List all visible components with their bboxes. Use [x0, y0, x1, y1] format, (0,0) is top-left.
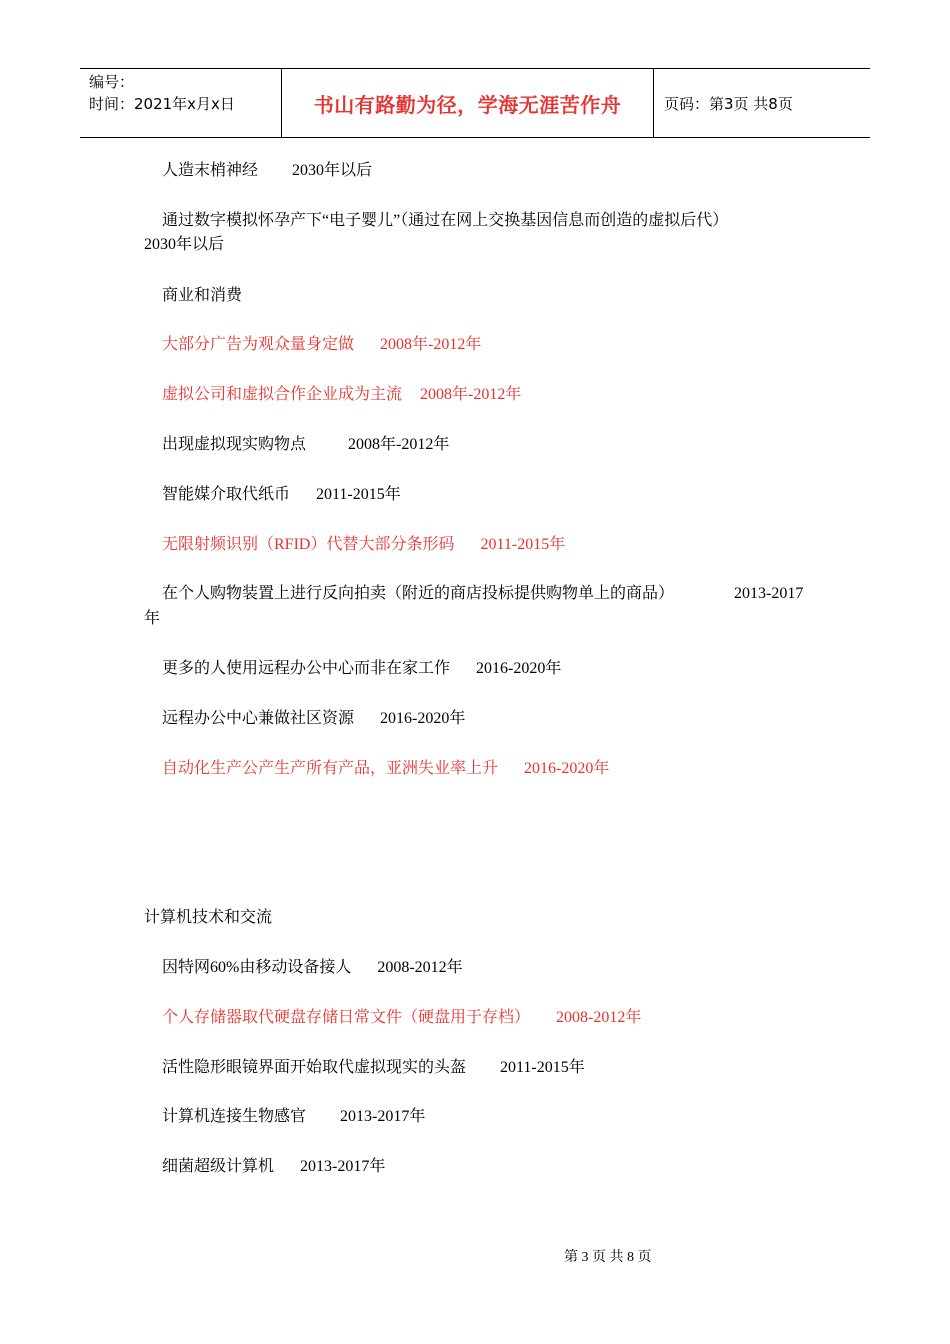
heading-text: 商业和消费 [162, 287, 243, 304]
item-text: 远程办公中心兼做社区资源 [162, 710, 355, 727]
item-text: 大部分广告为观众量身定做 [162, 336, 355, 353]
item-year: 2008年-2012年 [380, 336, 482, 353]
header-motto-cell [282, 69, 654, 137]
header-page-cell [654, 69, 870, 137]
item-year: 2016-2020年 [524, 760, 610, 777]
list-item-continuation [144, 609, 160, 629]
item-year: 2013-2017 [734, 585, 804, 602]
list-item [162, 211, 728, 231]
item-year-tail: 年 [144, 610, 161, 627]
list-item [162, 709, 465, 729]
list-item [162, 1107, 425, 1127]
item-year: 2030年以后 [144, 236, 225, 253]
item-text: 通过数字模拟怀孕产下“电子婴儿”（通过在网上交换基因信息而创造的虚拟后代） [162, 212, 729, 229]
item-year: 2011-2015年 [480, 536, 566, 553]
list-item [162, 1008, 641, 1028]
item-year: 2011-2015年 [316, 486, 401, 503]
item-year: 2008-2012年 [556, 1009, 642, 1026]
header-page-label: 页码：第3页 共8页 [664, 94, 793, 113]
item-year: 2008年-2012年 [348, 436, 450, 453]
item-year: 2011-2015年 [500, 1059, 585, 1076]
item-text: 自动化生产公产生产所有产品，亚洲失业率上升 [162, 760, 499, 777]
list-item [162, 335, 481, 355]
list-item [162, 435, 449, 455]
item-text: 在个人购物装置上进行反向拍卖（附近的商店投标提供购物单上的商品） [162, 585, 675, 602]
item-year: 2013-2017年 [300, 1158, 386, 1175]
list-item-continuation [144, 235, 224, 255]
page-header [80, 68, 870, 138]
item-text: 出现虚拟现实购物点 [162, 436, 307, 453]
item-text: 无限射频识别（RFID）代替大部分条形码 [162, 536, 455, 553]
item-year: 2008年-2012年 [420, 386, 522, 403]
list-item [162, 958, 463, 978]
item-year: 2013-2017年 [340, 1108, 426, 1125]
item-year: 2008-2012年 [377, 959, 463, 976]
item-text: 因特网60%由移动设备接人 [162, 959, 352, 976]
item-text: 更多的人使用远程办公中心而非在家工作 [162, 660, 451, 677]
item-text: 细菌超级计算机 [162, 1158, 275, 1175]
list-item [162, 485, 401, 505]
header-motto: 书山有路勤为径，学海无涯苦作舟 [313, 92, 622, 117]
section-heading [162, 286, 242, 306]
item-text: 人造末梢神经 [162, 162, 259, 179]
number-label: 编号： [89, 73, 135, 91]
item-text: 智能媒介取代纸币 [162, 486, 291, 503]
item-year: 2016-2020年 [380, 710, 466, 727]
list-item [162, 584, 674, 604]
item-text: 计算机连接生物感官 [162, 1108, 307, 1125]
item-year: 2030年以后 [292, 162, 373, 179]
list-item [162, 535, 565, 555]
date-label: 时间：2021年x月x日 [89, 95, 235, 113]
list-item [162, 161, 372, 181]
list-item [162, 759, 609, 779]
list-item [162, 659, 561, 679]
item-text: 活性隐形眼镜界面开始取代虚拟现实的头盔 [162, 1059, 467, 1076]
header-meta [80, 69, 282, 137]
item-text: 虚拟公司和虚拟合作企业成为主流 [162, 386, 403, 403]
item-year: 2016-2020年 [476, 660, 562, 677]
section-heading [144, 908, 272, 928]
list-item [162, 385, 521, 405]
list-item [162, 1157, 385, 1177]
page-footer: 第 3 页 共 8 页 [564, 1250, 652, 1265]
list-item-year [734, 584, 803, 604]
item-text: 个人存储器取代硬盘存储日常文件（硬盘用于存档） [162, 1009, 531, 1026]
heading-text: 计算机技术和交流 [144, 909, 273, 926]
list-item [162, 1058, 585, 1078]
